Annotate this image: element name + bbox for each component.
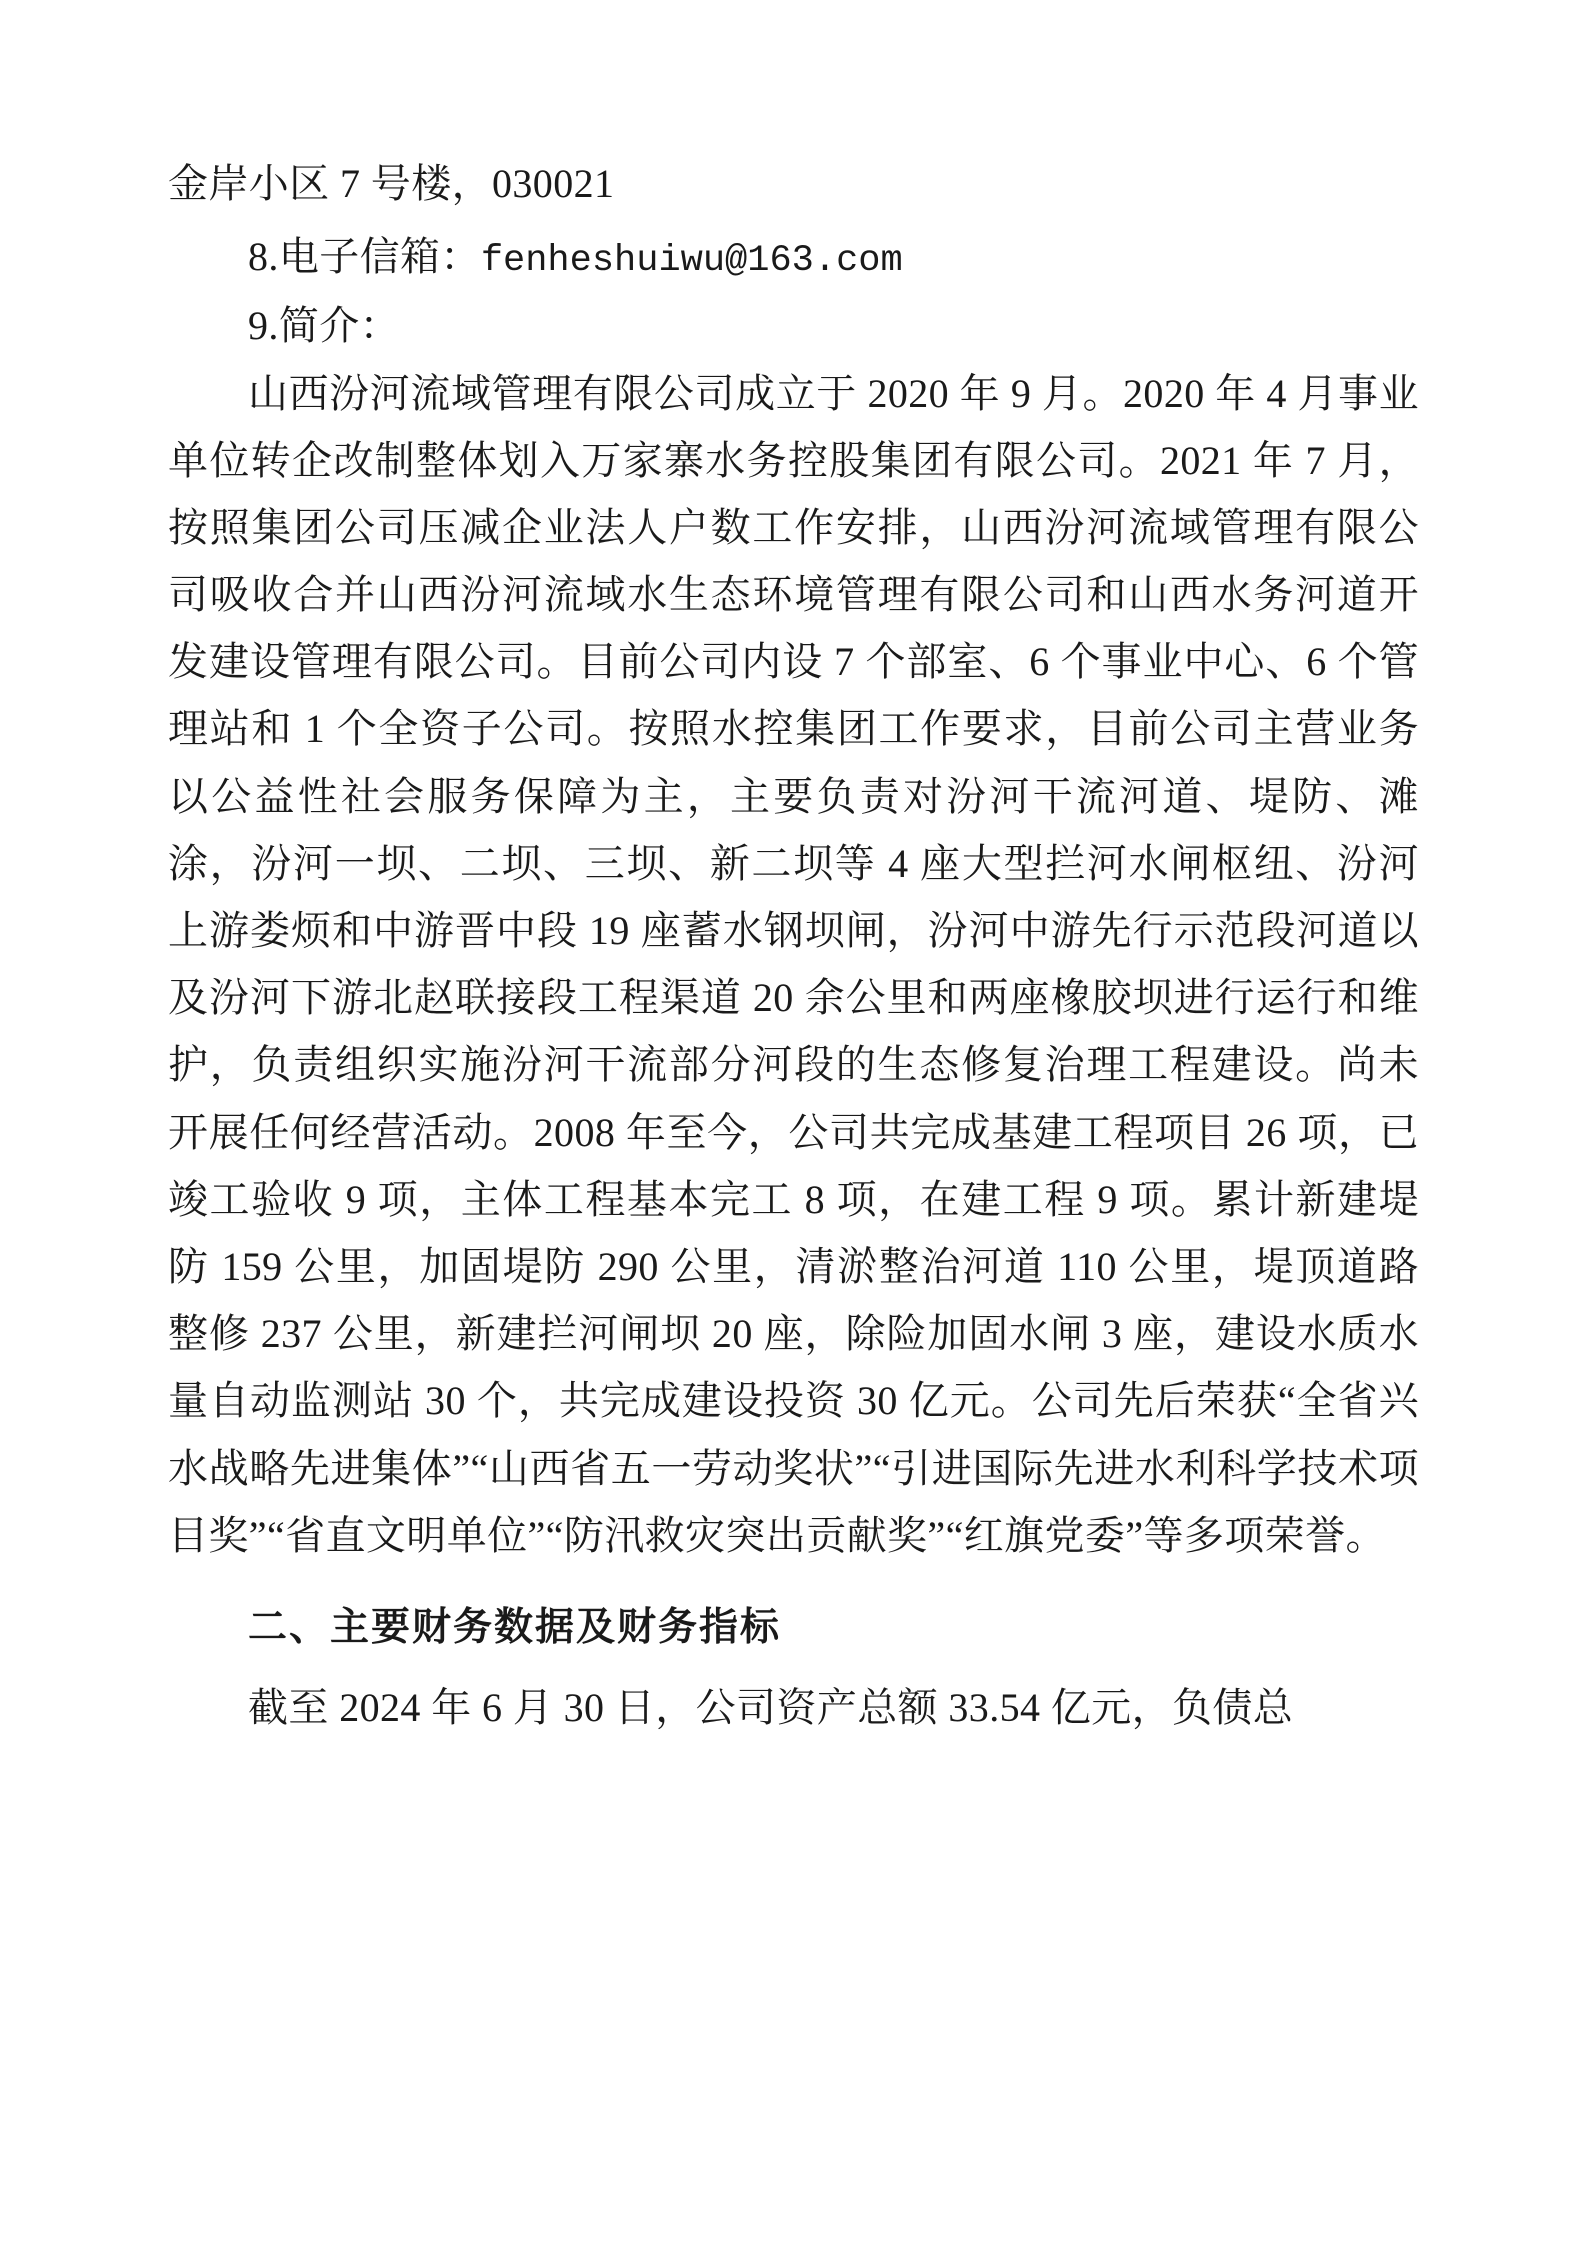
item-number-9: 9. (248, 303, 279, 349)
list-item-email (168, 223, 1419, 292)
item-label-email: 电子信箱： (278, 234, 481, 280)
email-value: fenheshuiwu@163.com (480, 240, 903, 283)
item-label-intro: 简介： (278, 303, 401, 349)
closing-paragraph: 截至 2024 年 6 月 30 日，公司资产总额 33.54 亿元，负债总 (248, 1685, 1294, 1731)
section-heading-financial: 二、主要财务数据及财务指标 (248, 1604, 782, 1650)
document-body (168, 150, 1419, 1742)
company-intro-paragraph: 山西汾河流域管理有限公司成立于 2020 年 9 月。2020 年 4 月事业单位转企改制整体划入万家寨水务控股集团有限公司。2021 年 7 月，按照集团公司压减企业法人户数工作安排，山西汾河流域管理有限公司吸收合并山西汾河流域水生态环境管理有限公司和山西水务河道开发建设管理有限公司。目前公司内设 7 个部室、6 个事业中心、6 个管理站和 1 个全资子公司。按照水控集团工作要求，目前公司主营业务以公益性社会服务保障为主，主要负责对汾河干流河道、堤防、滩涂，汾河一坝、二坝、三坝、新二坝等 4 座大型拦河水闸枢纽、汾河上游娄烦和中游晋中段 19 座蓄水钢坝闸，汾河中游先行示范段河道以及汾河下游北赵联接段工程渠道 20 余公里和两座橡胶坝进行运行和维护，负责组织实施汾河干流部分河段的生态修复治理工程建设。尚未开展任何经营活动。2008 年至今，公司共完成基建工程项目 26 项，已竣工验收 9 项，主体工程基本完工 8 项，在建工程 9 项。累计新建堤防 159 公里，加固堤防 290 公里，清淤整治河道 110 公里，堤顶道路整修 237 公里，新建拦河闸坝 20 座，除险加固水闸 3 座，建设水质水量自动监测站 30 个，共完成建设投资 30 亿元。公司先后荣获“全省兴水战略先进集体”“山西省五一劳动奖状”“引进国际先进水利科学技术项目奖”“省直文明单位”“防汛救灾突出贡献奖”“红旗党委”等多项荣誉。 (168, 370, 1419, 1558)
item-number-8: 8. (248, 234, 279, 280)
list-item-intro (168, 292, 1419, 359)
address-line: 金岸小区 7 号楼，030021 (168, 161, 615, 206)
